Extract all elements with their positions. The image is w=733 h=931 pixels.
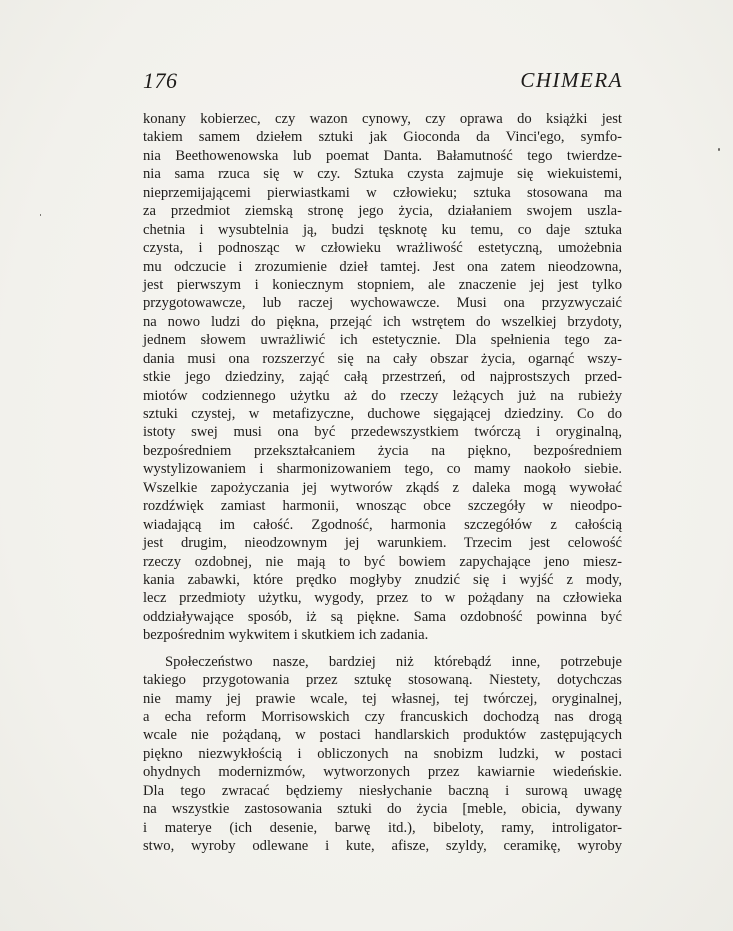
text-line: nieprzemijającemi pierwiastkami w człowieku; sztuka stosowana ma xyxy=(143,184,622,201)
page-speck xyxy=(718,148,720,151)
text-line: nia Beethowenowska lub poemat Danta. Bałamutność tego twierdze- xyxy=(143,147,622,164)
text-line: takiego przygotowania przez sztukę stosowaną. Niestety, dotychczas xyxy=(143,672,622,689)
text-line: takiem samem dziełem sztuki jak Gioconda da Vinci'ego, symfo- xyxy=(143,129,622,146)
text-line: bezpośredniem przekształcaniem życia na piękno, bezpośredniem xyxy=(143,442,622,459)
journal-title: CHIMERA xyxy=(520,68,623,92)
paragraph xyxy=(143,653,622,856)
text-line: dania musi ona rozszerzyć się na cały obszar życia, ogarnąć wszy- xyxy=(143,350,622,367)
text-line: jest drugim, nieodzownym jej warunkiem. Trzecim jest celowość xyxy=(143,535,622,552)
text-line: rozdźwięk zamiast harmonii, wnosząc obce szczegóły w nieodpo- xyxy=(143,498,622,515)
text-line: na nowo ludzi do piękna, przejąć ich wstrętem do wszelkiej brzydoty, xyxy=(143,313,622,330)
text-line: konany kobierzec, czy wazon cynowy, czy oprawa do książki jest xyxy=(143,111,622,127)
body-text xyxy=(143,110,622,856)
text-line: bezpośrednim wykwitem i skutkiem ich zadania. xyxy=(143,627,429,644)
text-line: a echa reform Morrisowskich czy francuskich dochodzą nas drogą xyxy=(143,709,622,725)
text-line: jest pierwszym i koniecznym stopniem, ale znaczenie jej jest tylko xyxy=(143,276,622,293)
text-line: wiadającą im całość. Zgodność, harmonia szczegółów z całością xyxy=(143,516,622,533)
text-line: stwo, wyroby odlewane i kute, afisze, szyldy, ceramikę, wyroby xyxy=(143,838,622,855)
text-line: za przedmiot ziemską stronę jego życia, działaniem swojem uszla- xyxy=(143,203,622,220)
text-line: oddziaływające sposób, iż są piękne. Sama ozdobność powinna być xyxy=(143,608,622,625)
page-number: 176 xyxy=(143,68,178,93)
text-line: mu odczucie i zrozumienie dzieł tamtej. Jest ona zatem nieodzowna, xyxy=(143,258,622,275)
text-line: stkie jego dziedziny, zająć całą przestrzeń, od najprostszych przed- xyxy=(143,369,622,386)
text-line: lecz przedmioty użytku, wygody, przez to w pożądany na człowieka xyxy=(143,590,622,607)
text-line: i materye (ich desenie, barwę itd.), bibeloty, ramy, introligator- xyxy=(143,819,622,836)
text-line: ohydnych modernizmów, wytworzonych przez kawiarnie wiedeńskie. xyxy=(143,764,622,781)
text-line: na wszystkie zastosowania sztuki do życia [meble, obicia, dywany xyxy=(143,801,622,818)
page-speck xyxy=(40,214,41,216)
text-line: sztuki czystej, w metafizyczne, duchowe sięgającej dziedziny. Co do xyxy=(143,406,622,422)
text-line: wystylizowaniem i sharmonizowaniem tego, co mamy naokoło siebie. xyxy=(143,461,622,478)
text-line: Wszelkie zapożyczania jej wytworów zkądś z daleka mogą wywołać xyxy=(143,479,622,496)
text-line: przygotowawcze, lub raczej wychowawcze. Musi ona przyzwyczaić xyxy=(143,295,622,312)
text-line: Społeczeństwo nasze, bardziej niż którebądź inne, potrzebuje xyxy=(165,653,622,670)
running-head xyxy=(143,68,623,98)
paragraph-break xyxy=(143,645,622,653)
text-line: Dla tego zwracać będziemy niesłychanie baczną i surową uwagę xyxy=(143,782,622,799)
text-line: istoty swej musi ona być przedewszystkiem twórczą i oryginalną, xyxy=(143,424,622,441)
text-line: piękno niezwykłością i obliczonych na snobizm ludzki, w postaci xyxy=(143,745,622,762)
paragraph xyxy=(143,110,622,645)
text-line: rzeczy ozdobnej, nie mają to być bowiem zapychające jeno miesz- xyxy=(143,553,622,570)
text-line: miotów codziennego użytku aż do rzeczy leżących już na rubieży xyxy=(143,387,622,404)
text-line: jednem słowem uwrażliwić ich estetycznie. Dla spełnienia tego za- xyxy=(143,332,622,349)
text-line: nia sama rzuca się w czy. Sztuka czysta zajmuje się wiekuistemi, xyxy=(143,166,622,183)
text-line: wcale nie pożądaną, w postaci handlarskich produktów zastępujących xyxy=(143,727,622,744)
text-line: czysta, i podnosząc w człowieku wrażliwość estetyczną, umożebnia xyxy=(143,240,622,257)
text-line: chetnia i wysubtelnia ją, budzi tęsknotę ku temu, co daje sztuka xyxy=(143,221,622,238)
text-line: kania zabawki, które prędko mogłyby znudzić się i wyjść z mody, xyxy=(143,571,622,588)
text-line: nie mamy jej prawie wcale, tej własnej, tej twórczej, oryginalnej, xyxy=(143,690,622,707)
